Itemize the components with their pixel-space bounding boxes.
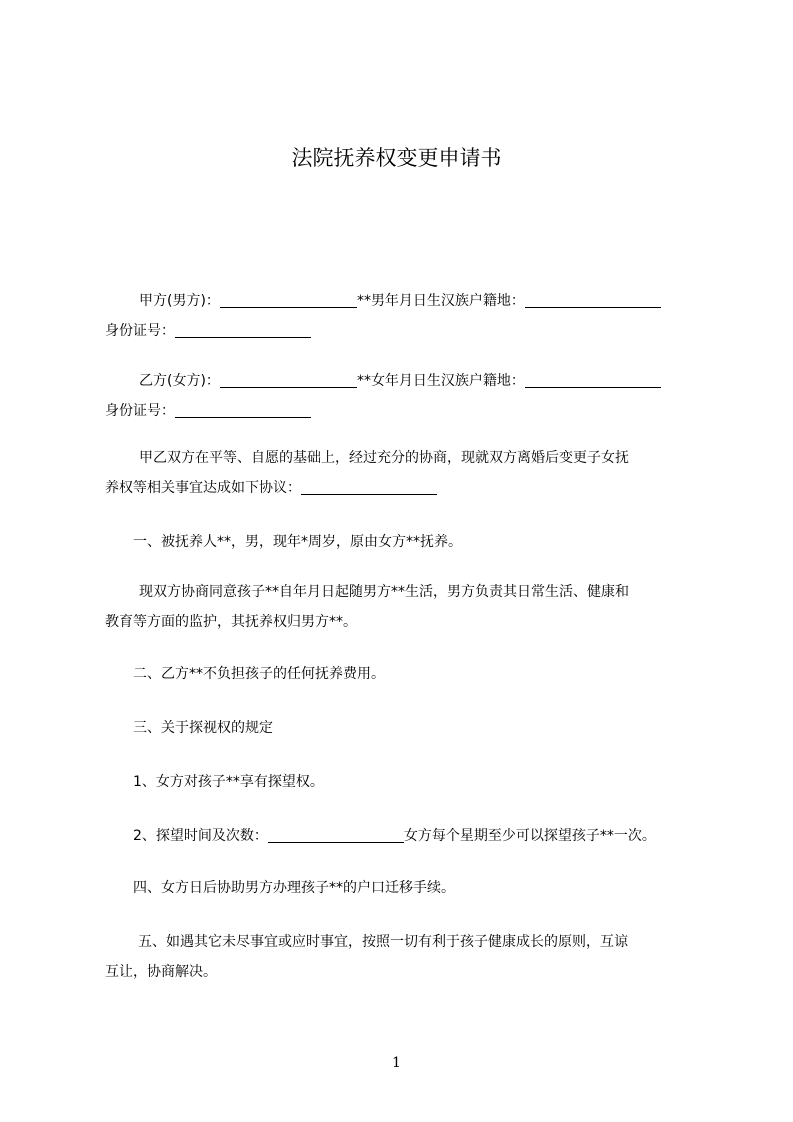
clause-3-1: 1、女方对孩子**享有探望权。: [133, 774, 324, 790]
party-a-birth-info: **男年月日生汉族户籍地：: [356, 293, 525, 309]
clause-3: 三、关于探视权的规定: [133, 720, 273, 736]
party-a-id-label: 身份证号：: [105, 323, 175, 339]
party-b-line1: [105, 366, 736, 396]
party-b-birth-info: **女年月日生汉族户籍地：: [356, 373, 525, 389]
party-b-line2: [105, 396, 702, 426]
document-title: 法院抚养权变更申请书: [291, 146, 502, 170]
clause-3-2-after: 女方每个星期至少可以探望孩子**一次。: [403, 828, 656, 844]
party-b-label: 乙方(女方)：: [139, 373, 220, 389]
intro-line1: 甲乙双方在平等、自愿的基础上，经过充分的协商，现就双方离婚后变更子女抚: [139, 450, 629, 466]
party-a-label: 甲方(男方)：: [139, 293, 220, 309]
party-b-id-blank[interactable]: [175, 401, 311, 418]
party-a-line1: [105, 286, 736, 316]
clause-4: 四、女方日后协助男方办理孩子**的户口迁移手续。: [133, 880, 455, 896]
clause-1-detail-line2: 教育等方面的监护，其抚养权归男方**。: [105, 614, 357, 630]
visit-schedule-blank[interactable]: [268, 826, 404, 843]
clause-5-line2: 互让，协商解决。: [105, 964, 217, 980]
clause-2: 二、乙方**不负担孩子的任何抚养费用。: [133, 666, 385, 682]
intro-line2: [105, 473, 702, 503]
clause-1: 一、被抚养人**，男，现年*周岁，原由女方**抚养。: [133, 534, 462, 550]
party-a-name-blank[interactable]: [220, 291, 357, 308]
party-b-domicile-blank[interactable]: [525, 371, 661, 388]
clause-3-2-label: 2、探望时间及次数：: [133, 828, 268, 844]
party-a-line2: [105, 316, 702, 346]
party-b-id-label: 身份证号：: [105, 403, 175, 419]
clause-1-detail-line1: 现双方协商同意孩子**自年月日起随男方**生活，男方负责其日常生活、健康和: [139, 584, 629, 600]
intro-line2-text: 养权等相关事宜达成如下协议：: [105, 480, 301, 496]
party-a-id-blank[interactable]: [175, 321, 311, 338]
party-a-domicile-blank[interactable]: [525, 291, 661, 308]
clause-3-2: [105, 821, 730, 851]
clause-5-line1: 五、如遇其它未尽事宜或应时事宜，按照一切有利于孩子健康成长的原则，互谅: [138, 934, 628, 950]
page-number: 1: [392, 1055, 401, 1071]
intro-blank[interactable]: [301, 478, 437, 495]
party-b-name-blank[interactable]: [220, 371, 357, 388]
